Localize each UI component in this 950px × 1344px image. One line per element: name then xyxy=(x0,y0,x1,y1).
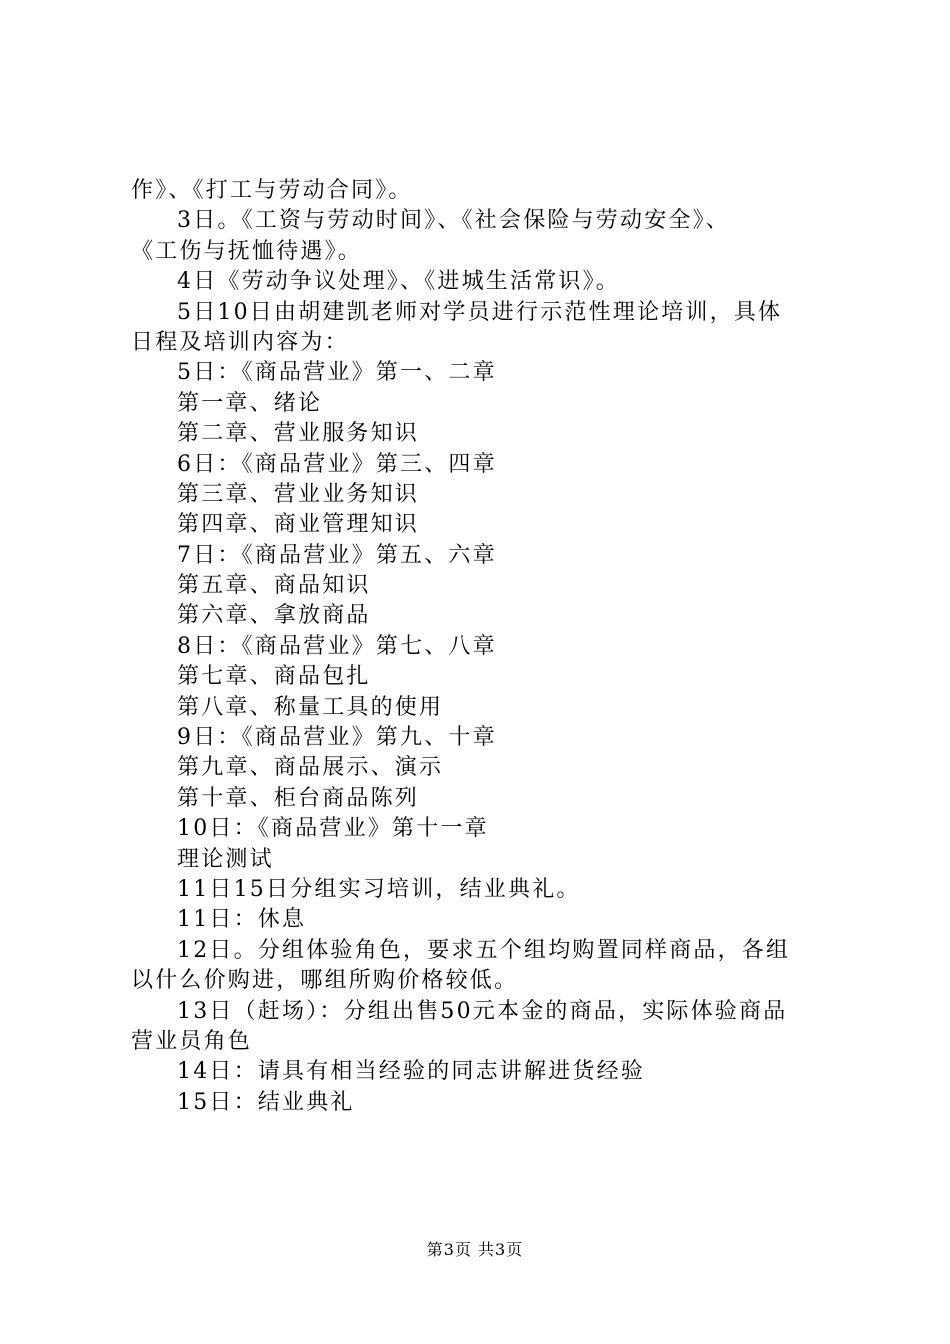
text-line: 5日10日由胡建凯老师对学员进行示范性理论培训，具体 xyxy=(177,299,783,325)
text-line: 以什么价购进，哪组所购价格较低。 xyxy=(131,968,519,994)
text-line: 第三章、营业业务知识 xyxy=(177,481,420,507)
text-line: 营业员角色 xyxy=(131,1028,253,1054)
text-line: 13日（赶场）：分组出售50元本金的商品，实际体验商品 xyxy=(177,998,788,1024)
text-line: 11日：休息 xyxy=(177,907,307,933)
text-line: 第二章、营业服务知识 xyxy=(177,421,420,447)
text-line: 9日：《商品营业》第九、十章 xyxy=(177,725,497,751)
text-line: 10日：《商品营业》第十一章 xyxy=(177,816,489,842)
text-line: 第四章、商业管理知识 xyxy=(177,512,420,538)
text-line: 第五章、商品知识 xyxy=(177,573,371,599)
text-line: 4日《劳动争议处理》、《进城生活常识》。 xyxy=(177,269,620,295)
text-line: 12日。分组体验角色，要求五个组均购置同样商品，各组 xyxy=(177,937,791,963)
text-line: 第六章、拿放商品 xyxy=(177,603,371,629)
text-line: 日程及培训内容为： xyxy=(131,329,349,355)
body-text xyxy=(131,176,831,1118)
text-line: 7日：《商品营业》第五、六章 xyxy=(177,542,497,568)
text-line: 第九章、商品展示、演示 xyxy=(177,755,444,781)
text-line: 第十章、柜台商品陈列 xyxy=(177,785,420,811)
text-line: 3日。《工资与劳动时间》、《社会保险与劳动安全》、 xyxy=(177,208,730,234)
page-footer: 第3页 共3页 xyxy=(426,1240,524,1259)
text-line: 11日15日分组实习培训，结业典礼。 xyxy=(177,876,581,902)
text-line: 作》、《打工与劳动合同》。 xyxy=(131,178,413,203)
text-line: 5日：《商品营业》第一、二章 xyxy=(177,360,497,386)
text-line: 《工伤与抚恤待遇》。 xyxy=(131,238,363,264)
text-line: 15日：结业典礼 xyxy=(177,1089,355,1115)
text-line: 第八章、称量工具的使用 xyxy=(177,694,444,720)
text-line: 理论测试 xyxy=(177,846,274,872)
text-line: 6日：《商品营业》第三、四章 xyxy=(177,451,497,477)
text-line: 8日：《商品营业》第七、八章 xyxy=(177,633,497,659)
text-line: 第七章、商品包扎 xyxy=(177,664,371,690)
text-line: 14日：请具有相当经验的同志讲解进货经验 xyxy=(177,1059,645,1085)
text-line: 第一章、绪论 xyxy=(177,390,323,416)
